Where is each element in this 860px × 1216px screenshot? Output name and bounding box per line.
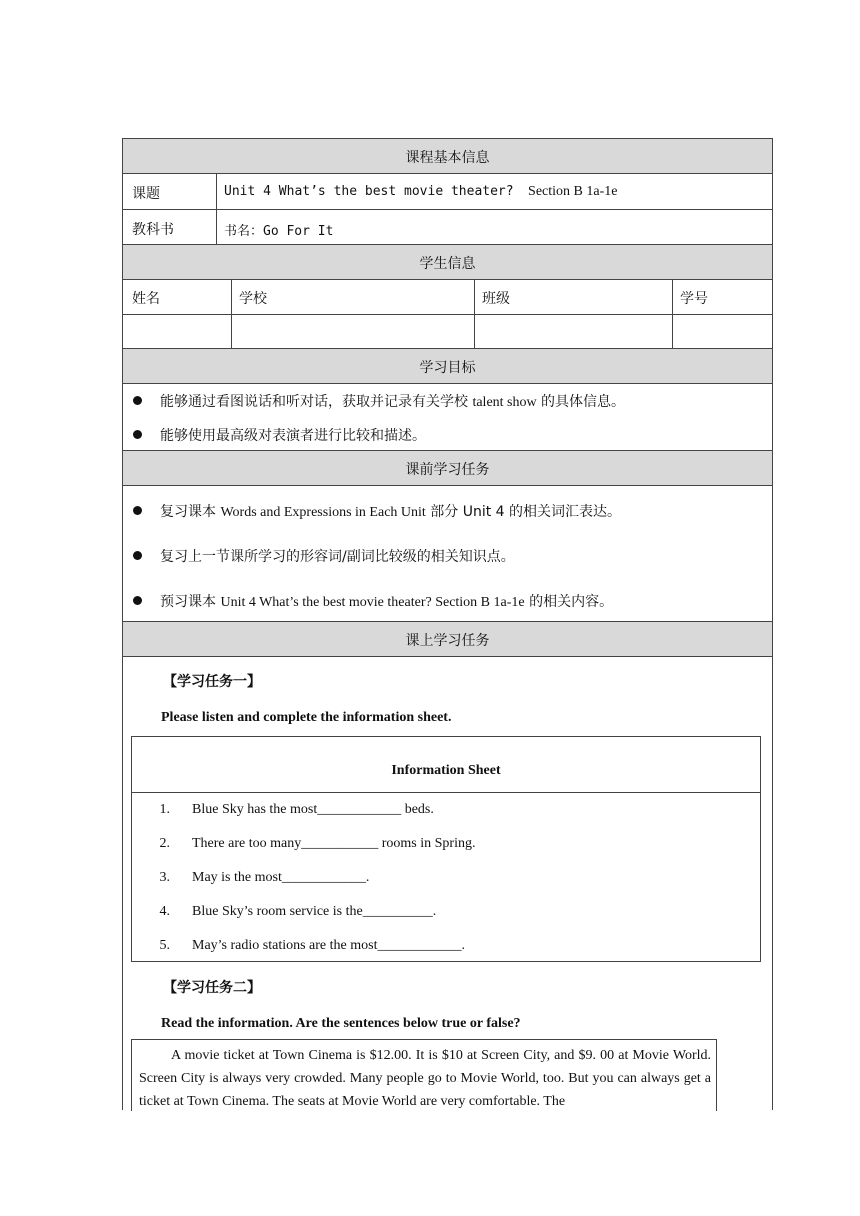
- course-info-header: 课程基本信息: [405, 150, 490, 166]
- textbook-divider: [216, 210, 217, 244]
- inclass-header: 课上学习任务: [405, 633, 490, 649]
- column-school: 学校: [239, 291, 267, 307]
- student-info-header: 学生信息: [419, 256, 476, 272]
- preclass-header-row: [123, 451, 772, 486]
- topic-divider: [216, 174, 217, 209]
- column-student-id: 学号: [680, 291, 708, 307]
- information-sheet-title: Information Sheet: [391, 763, 501, 778]
- topic-value: [224, 183, 617, 200]
- sheet-item: 1. Blue Sky has the most____________ beds.: [159, 802, 434, 817]
- student-columns-row: [123, 280, 772, 315]
- lesson-table: [122, 138, 773, 1110]
- bullet-icon: [133, 551, 142, 560]
- sheet-item: 5. May’s radio stations are the most____________.: [159, 938, 465, 953]
- class-value-cell[interactable]: [672, 315, 673, 348]
- preclass-item: 复习课本 Words and Expressions in Each Unit 部分 Unit 4 的相关词汇表达。: [160, 504, 622, 520]
- bullet-icon: [133, 506, 142, 515]
- course-info-header-row: [123, 139, 772, 174]
- topic-value-section: Section B 1a-1e: [528, 184, 618, 199]
- column-divider: [231, 280, 232, 314]
- sheet-item: 4. Blue Sky’s room service is the__________.: [159, 904, 437, 919]
- task2-label: 【学习任务二】: [163, 980, 261, 996]
- inclass-header-row: [123, 622, 772, 657]
- textbook-row: [123, 210, 772, 245]
- topic-value-unit: Unit 4 What’s the best movie theater?: [224, 184, 514, 199]
- sheet-item: 3. May is the most____________.: [159, 870, 370, 885]
- information-sheet-divider: [132, 792, 760, 793]
- bullet-icon: [133, 430, 142, 439]
- name-value-cell[interactable]: [231, 315, 232, 348]
- column-name: 姓名: [132, 291, 160, 307]
- preclass-list: [123, 486, 772, 622]
- task1-label: 【学习任务一】: [163, 674, 261, 690]
- student-values-row: [123, 315, 772, 349]
- objective-item: 能够通过看图说话和听对话，获取并记录有关学校 talent show 的具体信息。: [160, 394, 626, 410]
- preclass-item: 复习上一节课所学习的形容词/副词比较级的相关知识点。: [160, 549, 515, 565]
- sheet-item: 2. There are too many___________ rooms in Spring.: [159, 836, 476, 851]
- inclass-content: [123, 657, 772, 1111]
- preclass-item: 预习课本 Unit 4 What’s the best movie theater? Section B 1a-1e 的相关内容。: [160, 594, 614, 610]
- reading-passage: A movie ticket at Town Cinema is $12.00. It is $10 at Screen City, and $9. 00 at Movie World. Screen City is always very crowded. Many people go to Movie World, too. But you can always get a ticket at Town Cinema. The seats at Movie World are very comfortable. The: [139, 1048, 711, 1109]
- task1-instruction: Please listen and complete the information sheet.: [161, 710, 452, 725]
- topic-label: 课题: [132, 186, 160, 202]
- task2-instruction: Read the information. Are the sentences below true or false?: [161, 1016, 521, 1031]
- objectives-header-row: [123, 349, 772, 384]
- objective-item: 能够使用最高级对表演者进行比较和描述。: [160, 428, 426, 444]
- information-sheet: [131, 736, 761, 962]
- reading-passage-box: [131, 1039, 717, 1111]
- bullet-icon: [133, 596, 142, 605]
- school-value-cell[interactable]: [474, 315, 475, 348]
- objectives-list: [123, 384, 772, 451]
- preclass-header: 课前学习任务: [405, 462, 490, 478]
- topic-row: [123, 174, 772, 210]
- student-info-header-row: [123, 245, 772, 280]
- column-divider: [474, 280, 475, 314]
- bullet-icon: [133, 396, 142, 405]
- textbook-label: 教科书: [132, 222, 174, 238]
- column-divider: [672, 280, 673, 314]
- objectives-header: 学习目标: [419, 360, 476, 376]
- textbook-value: 书名：Go For It: [224, 224, 334, 239]
- column-class: 班级: [482, 291, 510, 307]
